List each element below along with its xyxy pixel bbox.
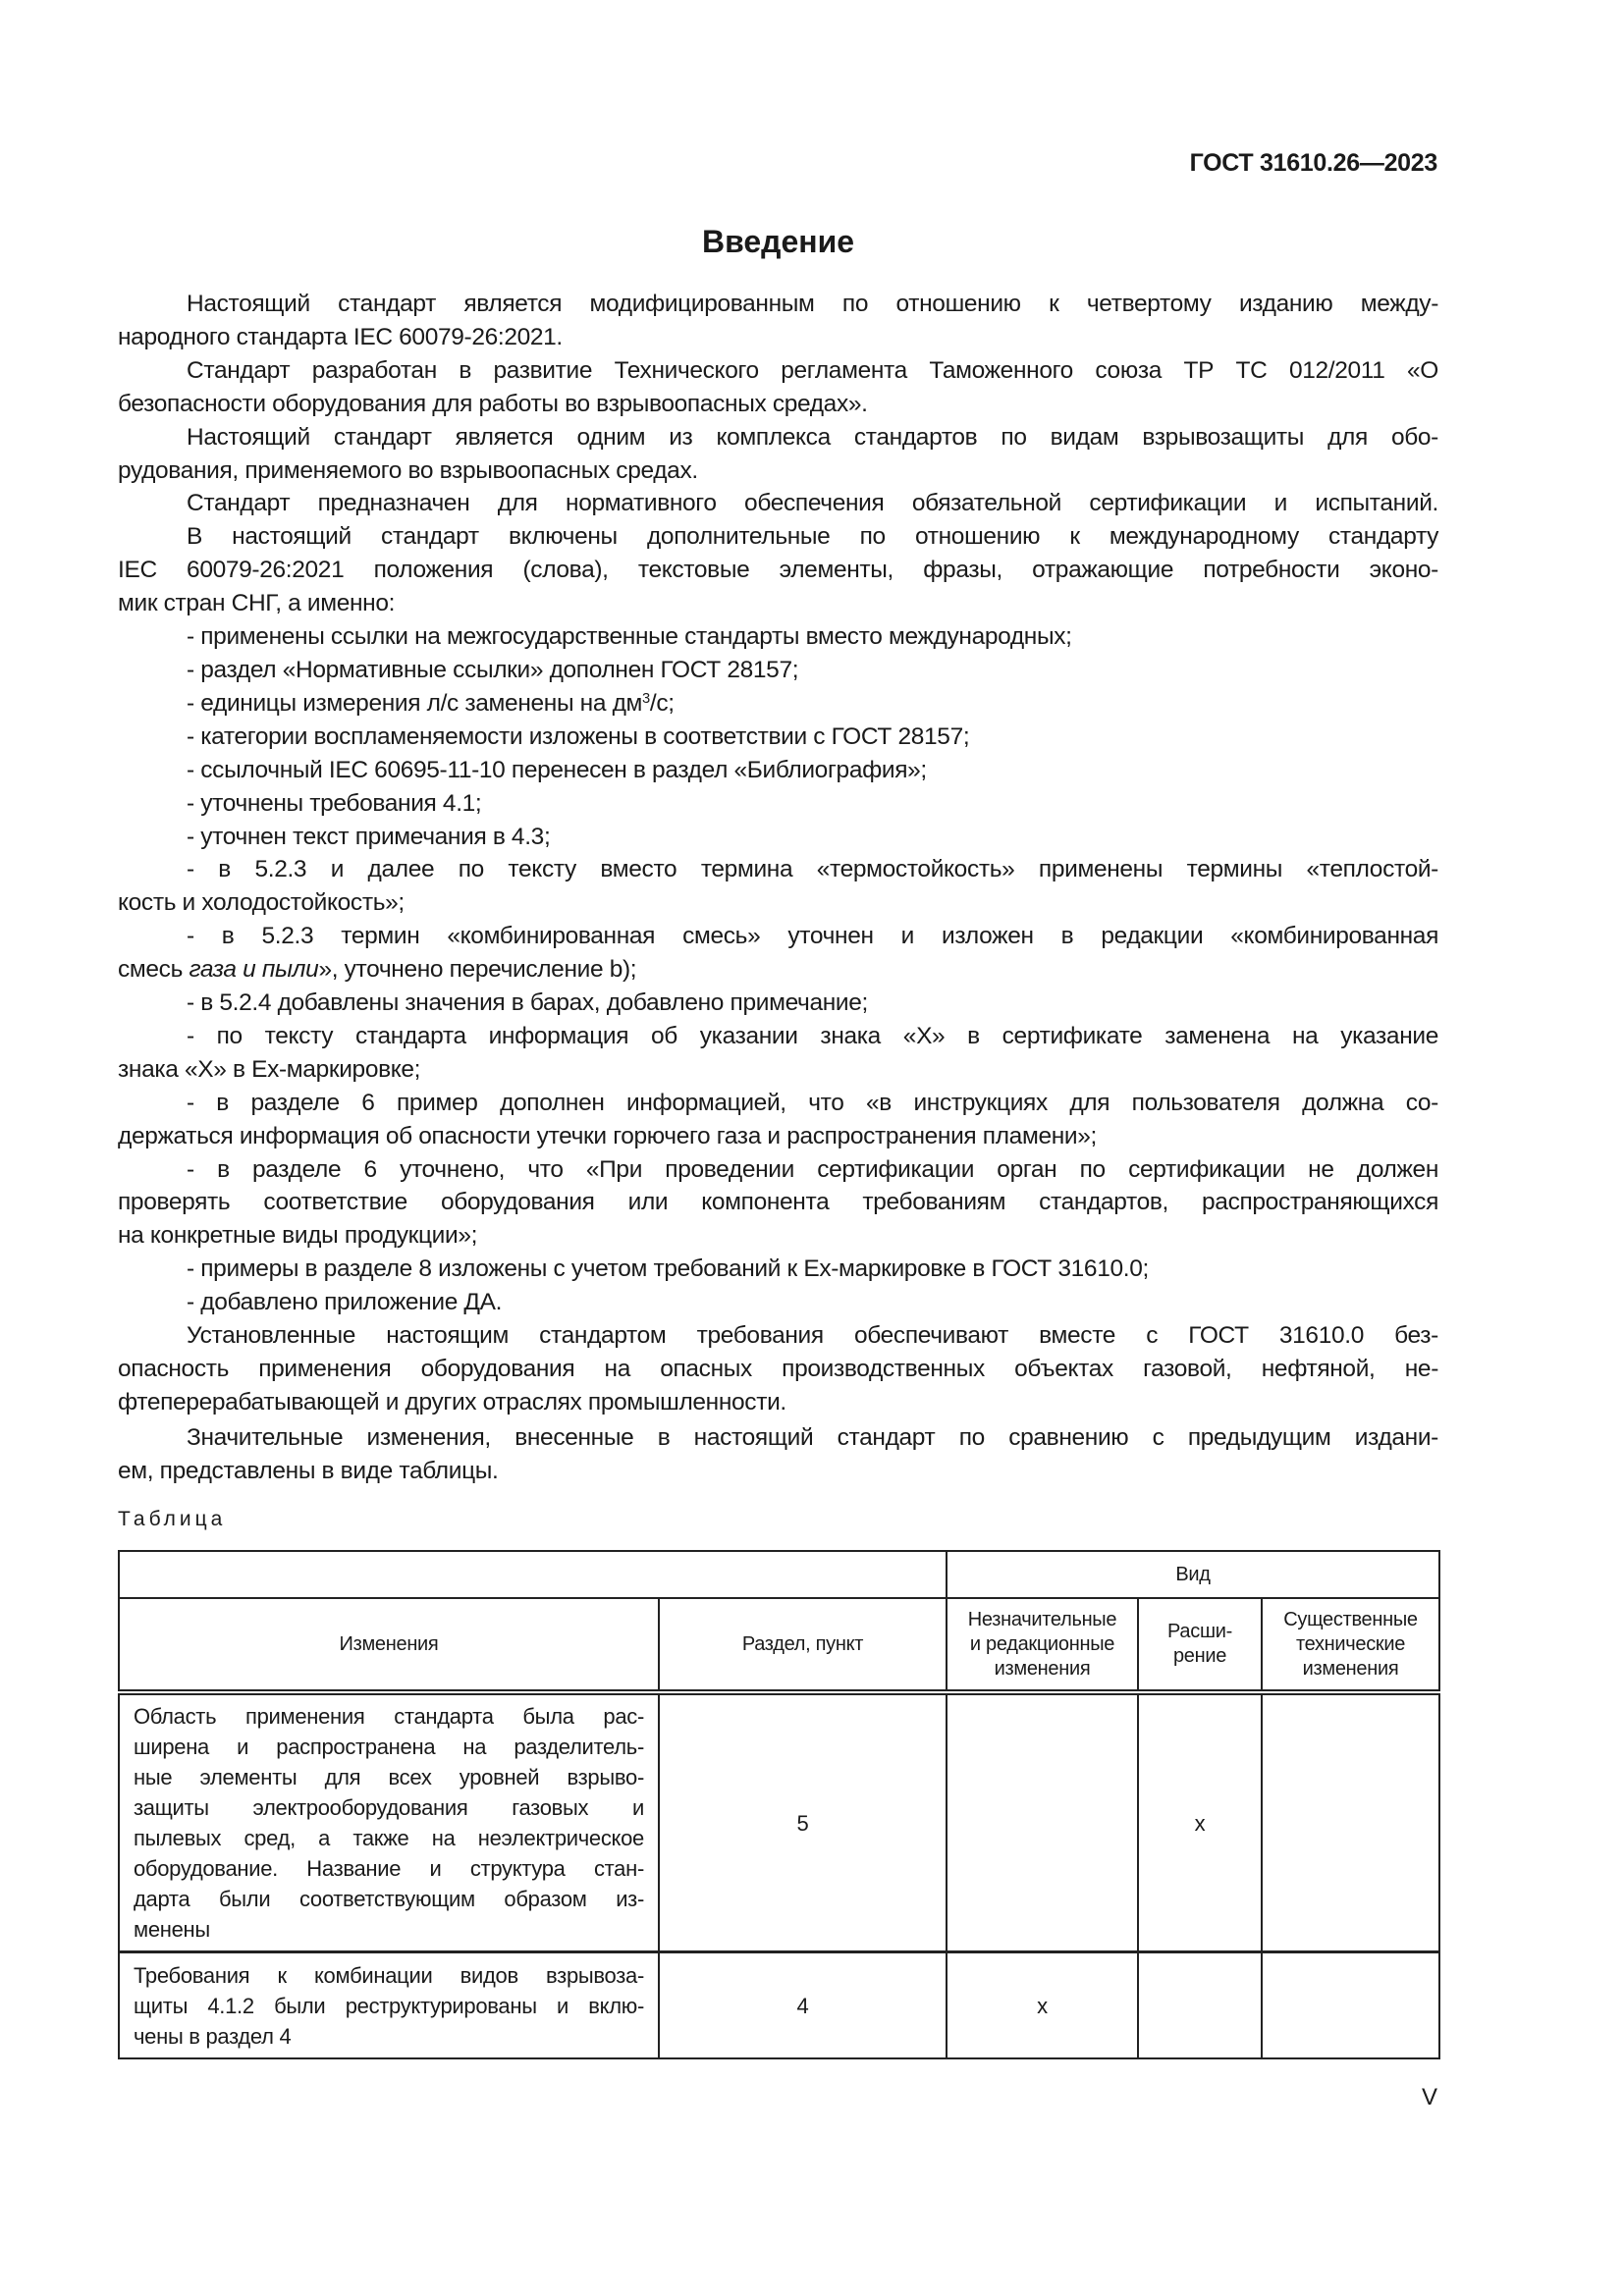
col-header-changes: Изменения bbox=[119, 1598, 659, 1692]
text-line: ем, представлены в виде таблицы. bbox=[118, 1457, 499, 1484]
cell-change bbox=[119, 1692, 659, 1952]
text-line: - в 5.2.3 термин «комбинированная смесь» уточнен и изложен в редакции «комбинированная bbox=[187, 923, 1438, 950]
text-line: Установленные настоящим стандартом требования обеспечивают вместе с ГОСТ 31610.0 без- bbox=[187, 1322, 1438, 1350]
cell-line: менены bbox=[134, 1917, 210, 1942]
cell-extension: х bbox=[1138, 1692, 1262, 1952]
cell-line: ширена и распространена на разделитель- bbox=[134, 1735, 644, 1759]
table-header-group: Вид bbox=[947, 1551, 1439, 1598]
text-line: Стандарт разработан в развитие Технического регламента Таможенного союза ТР ТС 012/2011 «О bbox=[187, 356, 1438, 384]
col-header-minor: Незначительные и редакционные изменения bbox=[947, 1598, 1138, 1692]
text-line: держаться информация об опасности утечки горючего газа и распространения пламени»; bbox=[118, 1122, 1097, 1149]
text-line: Настоящий стандарт является одним из комплекса стандартов по видам взрывозащиты для обо- bbox=[187, 423, 1438, 451]
text-line: знака «Х» в Ex-маркировке; bbox=[118, 1055, 421, 1083]
cell-change bbox=[119, 1952, 659, 2059]
cell-section: 4 bbox=[659, 1952, 947, 2059]
text-line: Стандарт предназначен для нормативного обеспечения обязательной сертификации и испытаний. bbox=[187, 490, 1438, 517]
text-line: Настоящий стандарт является модифицированным по отношению к четвертому изданию между- bbox=[187, 291, 1438, 317]
table-header-empty bbox=[119, 1551, 947, 1598]
text-line: фтеперерабатывающей и других отраслях промышленности. bbox=[118, 1388, 786, 1415]
body-text bbox=[118, 288, 1438, 1488]
table-row bbox=[119, 1692, 1439, 1952]
section-title: Введение bbox=[701, 224, 855, 259]
cell-line: ные элементы для всех уровней взрыво- bbox=[134, 1765, 644, 1789]
text-line: - в 5.2.3 и далее по тексту вместо термина «термостойкость» применены термины «теплостой- bbox=[187, 856, 1438, 883]
cell-line: пылевых сред, а также на неэлектрическое bbox=[134, 1826, 644, 1850]
cell-extension bbox=[1138, 1952, 1262, 2059]
text-segment: 3 bbox=[642, 690, 650, 707]
cell-section: 5 bbox=[659, 1692, 947, 1952]
cell-minor: х bbox=[947, 1952, 1138, 2059]
cell-minor bbox=[947, 1692, 1138, 1952]
text-line: - в разделе 6 уточнено, что «При проведении сертификации орган по сертификации не должен bbox=[187, 1155, 1438, 1183]
cell-line: оборудование. Название и структура стан- bbox=[134, 1856, 644, 1881]
text-segment: смесь bbox=[118, 956, 189, 984]
text-line: - уточнены требования 4.1; bbox=[187, 789, 482, 817]
cell-line: защиты электрооборудования газовых и bbox=[134, 1795, 644, 1820]
cell-line: Требования к комбинации видов взрывоза- bbox=[134, 1962, 644, 1988]
text-line: - раздел «Нормативные ссылки» дополнен ГОСТ 28157; bbox=[187, 656, 799, 683]
text-line: IEC 60079-26:2021 положения (слова), текстовые элементы, фразы, отражающие потребности эконо- bbox=[118, 557, 1438, 584]
cell-major bbox=[1262, 1692, 1439, 1952]
text-line: опасность применения оборудования на опасных производственных объектах газовой, нефтяной, не- bbox=[118, 1356, 1438, 1382]
document-code-header: ГОСТ 31610.26—2023 bbox=[1189, 149, 1437, 177]
text-line bbox=[118, 953, 1438, 987]
text-line: безопасности оборудования для работы во взрывоопасных средах». bbox=[118, 390, 868, 417]
table-caption: Таблица bbox=[118, 1508, 227, 1530]
cell-major bbox=[1262, 1952, 1439, 2059]
text-line: мик стран СНГ, а именно: bbox=[118, 590, 396, 617]
cell-line: щиты 4.1.2 были реструктурированы и вклю- bbox=[134, 1993, 644, 2018]
text-line: - по тексту стандарта информация об указании знака «Х» в сертификате заменена на указание bbox=[187, 1022, 1438, 1049]
text-line: - применены ссылки на межгосударственные стандарты вместо международных; bbox=[187, 623, 1072, 651]
text-segment: », уточнено перечисление b); bbox=[318, 956, 637, 984]
table-row bbox=[119, 1952, 1439, 2059]
text-line: - в 5.2.4 добавлены значения в барах, добавлено примечание; bbox=[187, 989, 868, 1017]
col-header-section: Раздел, пункт bbox=[659, 1598, 947, 1692]
cell-line: чены в раздел 4 bbox=[134, 2023, 292, 2049]
text-line: рудования, применяемого во взрывоопасных средах. bbox=[118, 456, 698, 484]
text-line: проверять соответствие оборудования или компонента требованиям стандартов, распространяющихся bbox=[118, 1189, 1438, 1216]
changes-table bbox=[118, 1550, 1440, 2059]
text-line bbox=[118, 687, 1438, 721]
text-segment: - единицы измерения л/с заменены на дм bbox=[187, 689, 643, 717]
text-line: - примеры в разделе 8 изложены с учетом требований к Ex-маркировке в ГОСТ 31610.0; bbox=[187, 1255, 1149, 1283]
text-line: народного стандарта IEC 60079-26:2021. bbox=[118, 323, 563, 350]
text-line: - ссылочный IEC 60695-11-10 перенесен в раздел «Библиография»; bbox=[187, 756, 927, 783]
page-number: V bbox=[1422, 2084, 1438, 2110]
text-line: кость и холодостойкость»; bbox=[118, 889, 405, 917]
text-line: Значительные изменения, внесенные в настоящий стандарт по сравнению с предыдущим издани- bbox=[187, 1423, 1438, 1451]
text-line: - уточнен текст примечания в 4.3; bbox=[187, 823, 551, 850]
text-line: на конкретные виды продукции»; bbox=[118, 1222, 478, 1250]
col-header-major: Существенные технические изменения bbox=[1262, 1598, 1439, 1692]
text-segment: газа и пыли bbox=[189, 956, 319, 984]
text-line: - добавлено приложение ДА. bbox=[187, 1289, 503, 1316]
text-line: - категории воспламеняемости изложены в соответствии с ГОСТ 28157; bbox=[187, 722, 970, 750]
text-line: - в разделе 6 пример дополнен информацией, что «в инструкциях для пользователя должна со- bbox=[187, 1089, 1438, 1116]
cell-line: Область применения стандарта была рас- bbox=[134, 1704, 644, 1729]
cell-line: дарта были соответствующим образом из- bbox=[134, 1887, 644, 1911]
text-segment: /с; bbox=[649, 689, 675, 717]
text-line: В настоящий стандарт включены дополнительные по отношению к международному стандарту bbox=[187, 523, 1438, 551]
col-header-extension: Расши- рение bbox=[1138, 1598, 1262, 1692]
